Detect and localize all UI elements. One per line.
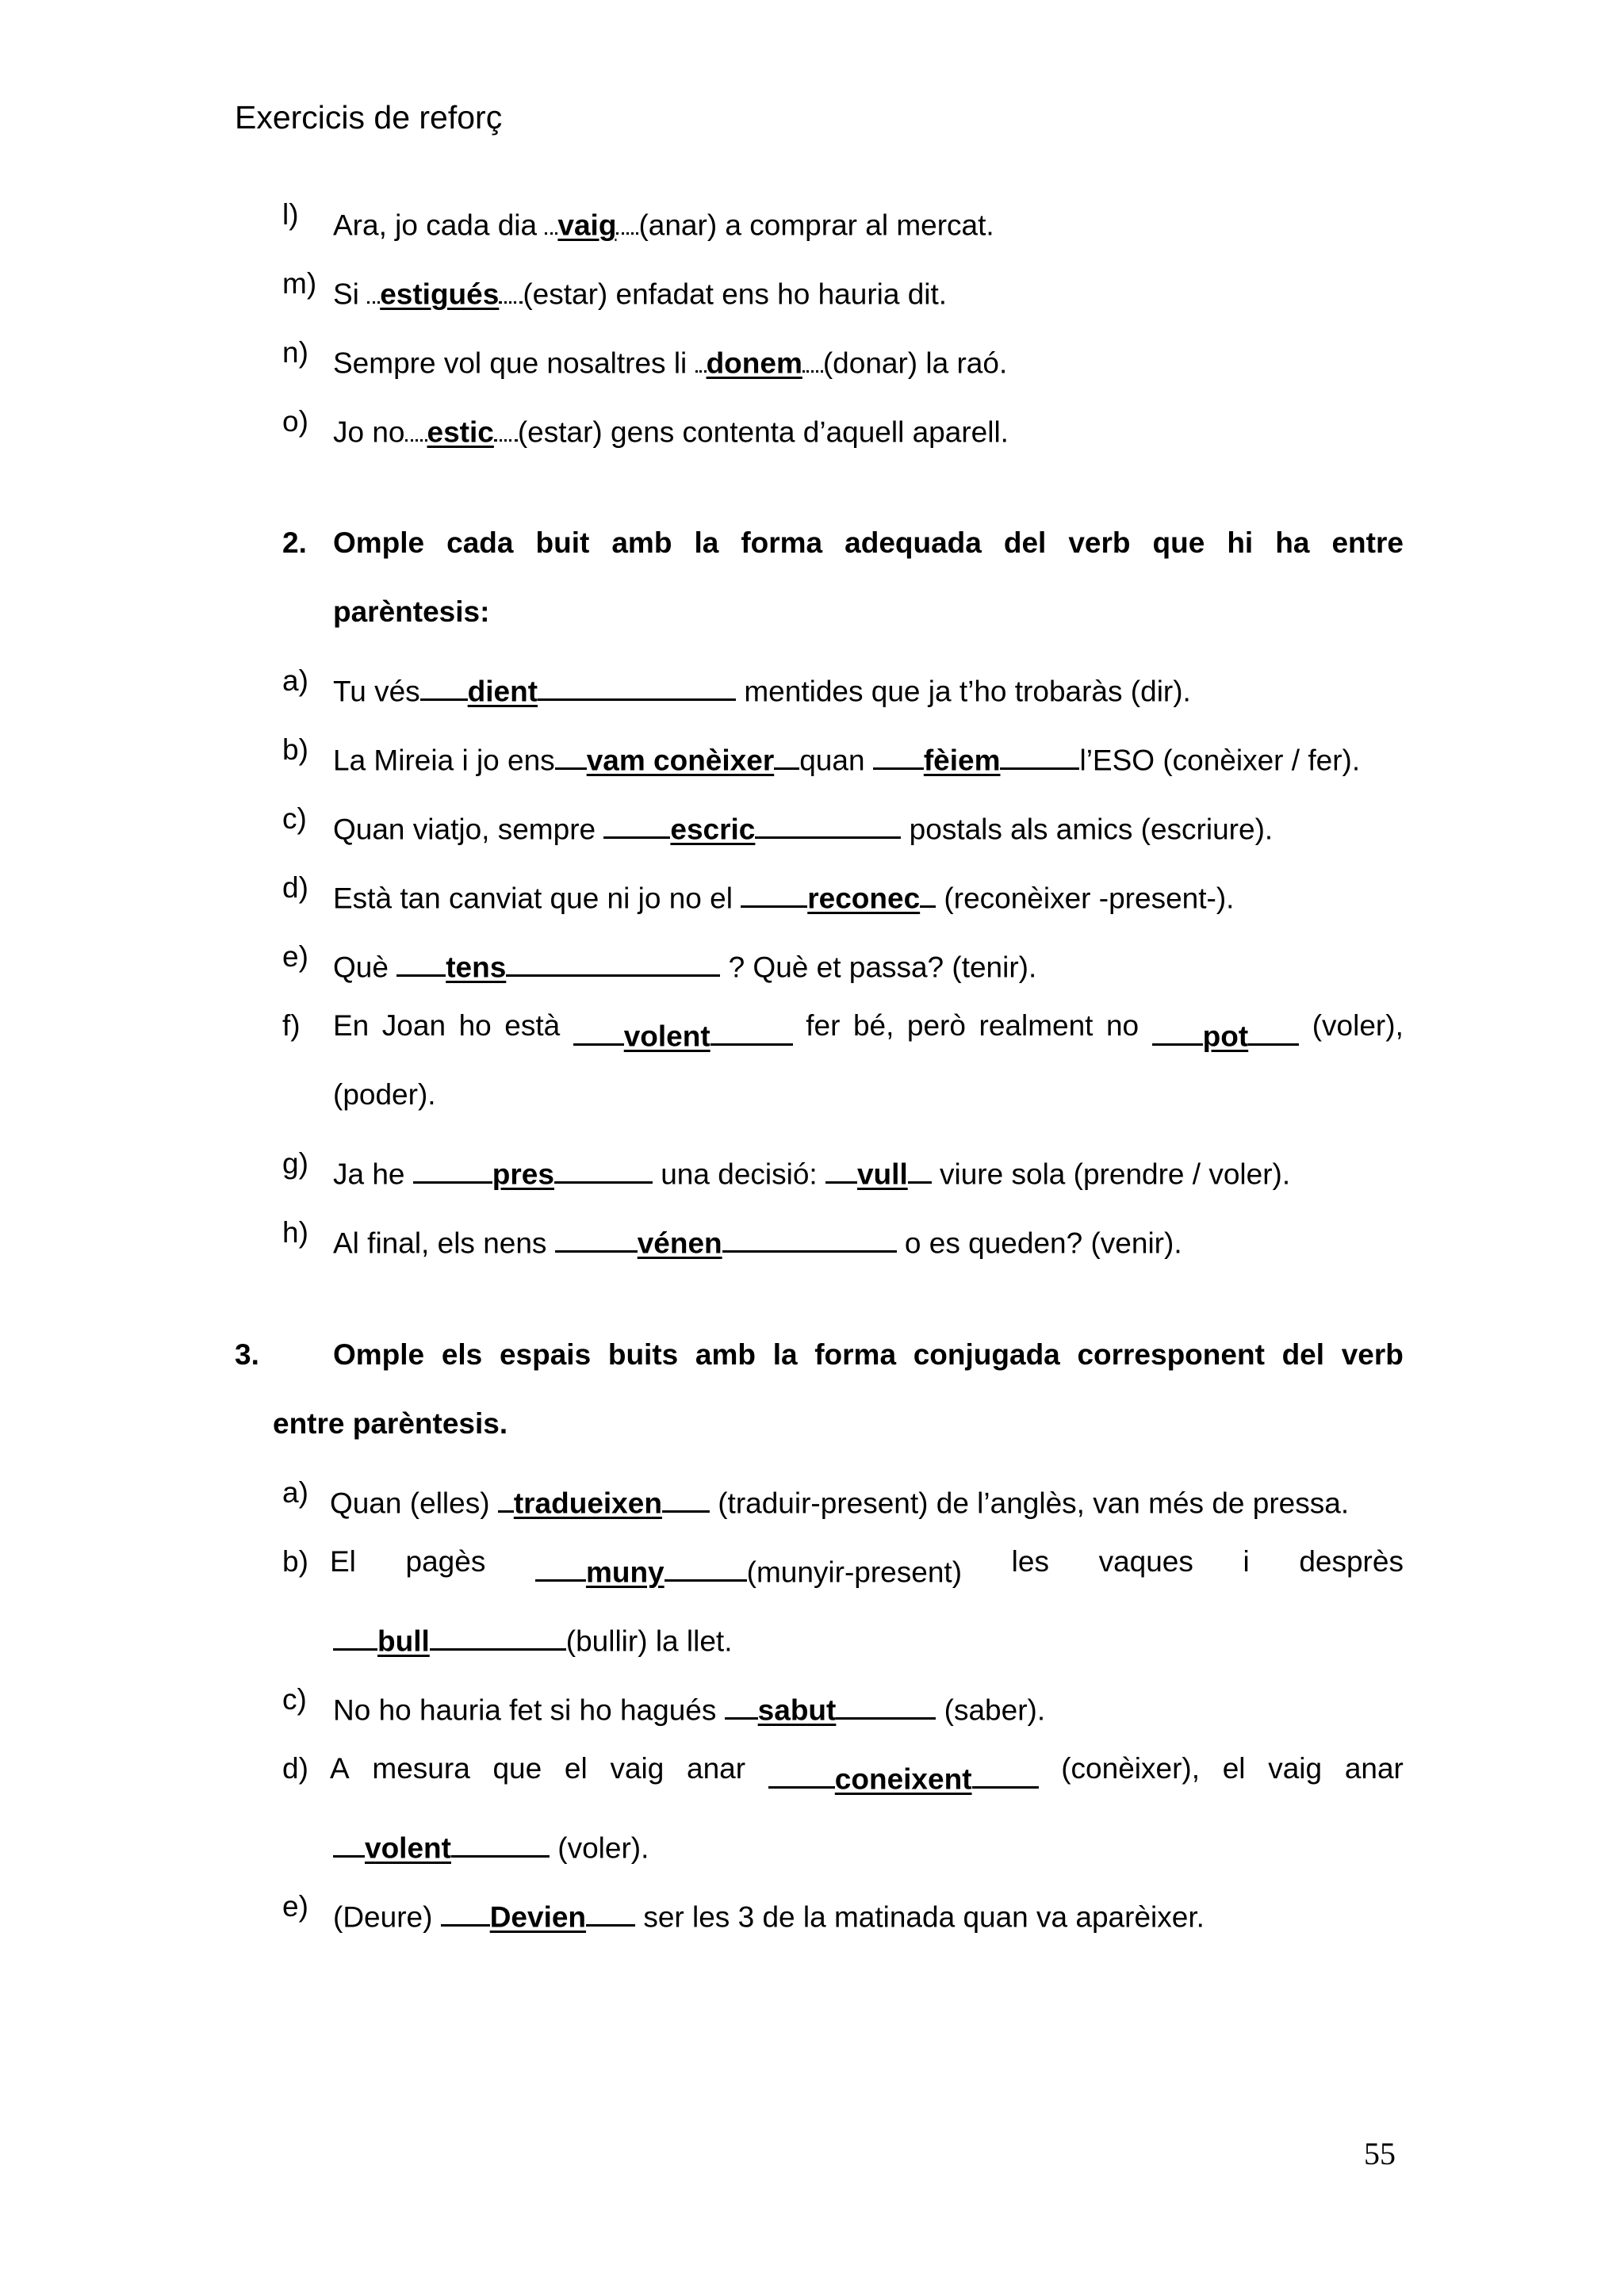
blank-line bbox=[506, 942, 720, 977]
answer: volent bbox=[623, 1020, 710, 1053]
item-2g bbox=[333, 1149, 1291, 1191]
word: fer bbox=[806, 1009, 841, 1042]
item-3d bbox=[330, 1752, 1404, 1796]
blank-line bbox=[498, 1478, 514, 1513]
blank-line bbox=[396, 942, 446, 977]
blank-line bbox=[662, 1478, 710, 1513]
word: i bbox=[1243, 1545, 1250, 1578]
dotted-gap bbox=[802, 338, 823, 373]
section2-instruction-cont: parèntesis: bbox=[333, 595, 490, 628]
word: mesura bbox=[372, 1752, 470, 1785]
answer: muny bbox=[585, 1556, 665, 1589]
answer: donem bbox=[706, 346, 802, 380]
item-3d-cont bbox=[333, 1823, 649, 1865]
item-o bbox=[333, 407, 1009, 449]
item-3e-label: e) bbox=[282, 1890, 308, 1923]
item-text: Si bbox=[333, 277, 368, 311]
word: ho bbox=[458, 1009, 492, 1042]
item-2g-label: g) bbox=[282, 1147, 308, 1180]
blank-line bbox=[725, 1685, 758, 1720]
item-text: (estar) enfadat ens ho hauria dit. bbox=[523, 277, 948, 311]
item-n-label: n) bbox=[282, 336, 308, 369]
word: realment bbox=[979, 1009, 1094, 1042]
item-text: o es queden? (venir). bbox=[896, 1226, 1182, 1260]
word: Omple bbox=[333, 526, 425, 559]
word: buits bbox=[607, 1338, 679, 1371]
word: vaques bbox=[1098, 1545, 1193, 1578]
word: pagès bbox=[405, 1545, 486, 1578]
word: hi bbox=[1227, 526, 1254, 559]
word: El bbox=[330, 1545, 356, 1578]
word: el bbox=[1222, 1752, 1246, 1785]
answer: bull bbox=[377, 1624, 430, 1658]
item-text: ser les 3 de la matinada quan va aparèixer. bbox=[635, 1900, 1205, 1934]
item-3c-label: c) bbox=[282, 1683, 307, 1716]
answer: escric bbox=[670, 813, 756, 846]
blank-line bbox=[1248, 1011, 1299, 1046]
page-number: 55 bbox=[1364, 2136, 1396, 2172]
item-2e-label: e) bbox=[282, 940, 308, 973]
dotted-gap bbox=[405, 407, 427, 442]
word: entre bbox=[1331, 526, 1404, 559]
dotted-gap bbox=[499, 269, 523, 304]
word: forma bbox=[814, 1338, 897, 1371]
item-2d bbox=[333, 873, 1234, 913]
word: el bbox=[564, 1752, 588, 1785]
word: (voler), bbox=[1312, 1009, 1404, 1042]
word: la bbox=[694, 526, 719, 559]
item-o-label: o) bbox=[282, 405, 308, 438]
blank-line bbox=[333, 1823, 365, 1858]
word: A bbox=[330, 1752, 350, 1785]
item-text: No ho hauria fet si ho hagués bbox=[333, 1693, 725, 1727]
word: (munyir-present) bbox=[746, 1556, 963, 1589]
word: espais bbox=[499, 1338, 592, 1371]
word: bé, bbox=[852, 1009, 894, 1042]
item-text: postals als amics (escriure). bbox=[901, 813, 1274, 846]
item-2h-label: h) bbox=[282, 1216, 308, 1249]
item-text: Ja he bbox=[333, 1158, 413, 1191]
blank-line bbox=[555, 735, 587, 770]
section3-instruction bbox=[333, 1340, 1404, 1369]
item-text: Al final, els nens bbox=[333, 1226, 555, 1260]
answer: estigués bbox=[380, 277, 500, 311]
word: vaig bbox=[1268, 1752, 1323, 1785]
blank-line bbox=[741, 873, 807, 908]
answer: reconec bbox=[807, 882, 921, 915]
blank-line bbox=[420, 666, 468, 701]
blank-line bbox=[710, 1011, 793, 1046]
item-text: Està tan canviat que ni jo no el bbox=[333, 882, 741, 915]
word: però bbox=[906, 1009, 966, 1042]
item-2d-label: d) bbox=[282, 871, 308, 904]
item-text: Jo no bbox=[333, 415, 405, 449]
word: les bbox=[1011, 1545, 1049, 1578]
answer: tens bbox=[446, 951, 507, 984]
blank-line bbox=[920, 873, 936, 908]
answer: Devien bbox=[489, 1900, 587, 1934]
word: En bbox=[333, 1009, 370, 1042]
word: els bbox=[441, 1338, 483, 1371]
item-m bbox=[333, 269, 948, 311]
item-text: quan bbox=[799, 744, 873, 777]
item-text: Tu vés bbox=[333, 675, 420, 708]
word: anar bbox=[1344, 1752, 1404, 1785]
item-2h bbox=[333, 1218, 1182, 1260]
blank-line bbox=[836, 1685, 936, 1720]
word: ha bbox=[1275, 526, 1310, 559]
word: amb bbox=[695, 1338, 756, 1371]
answer: estic bbox=[427, 415, 494, 449]
answer: pres bbox=[492, 1158, 554, 1191]
dotted-gap bbox=[616, 200, 638, 235]
word: amb bbox=[611, 526, 672, 559]
item-text: (reconèixer -present-). bbox=[936, 882, 1235, 915]
item-text: viure sola (prendre / voler). bbox=[931, 1158, 1291, 1191]
item-l bbox=[333, 200, 994, 242]
word: del bbox=[1281, 1338, 1325, 1371]
item-text: ? Què et passa? (tenir). bbox=[720, 951, 1037, 984]
item-m-label: m) bbox=[282, 267, 317, 300]
item-text: (voler). bbox=[549, 1831, 649, 1865]
answer: pot bbox=[1202, 1020, 1249, 1053]
blank-line bbox=[972, 1754, 1039, 1789]
word: no bbox=[1105, 1009, 1139, 1042]
word: del bbox=[1003, 526, 1047, 559]
blank-line bbox=[586, 1892, 635, 1927]
item-text: La Mireia i jo ens bbox=[333, 744, 555, 777]
blank-line bbox=[535, 1547, 586, 1582]
blank-line bbox=[538, 666, 736, 701]
item-text: Quan (elles) bbox=[330, 1487, 498, 1520]
answer: sabut bbox=[757, 1693, 837, 1727]
answer-group bbox=[1152, 1011, 1300, 1053]
blank-line bbox=[555, 1218, 638, 1253]
answer: coneixent bbox=[834, 1762, 972, 1796]
item-2a-label: a) bbox=[282, 664, 308, 697]
dotted-gap bbox=[494, 407, 518, 442]
answer-group bbox=[535, 1547, 963, 1589]
item-text: una decisió: bbox=[652, 1158, 825, 1191]
blank-line bbox=[573, 1011, 624, 1046]
item-3b-label: b) bbox=[282, 1545, 308, 1578]
item-3c bbox=[333, 1685, 1046, 1727]
item-3a-label: a) bbox=[282, 1476, 308, 1509]
item-text: Sempre vol que nosaltres li bbox=[333, 346, 695, 380]
item-2c bbox=[333, 804, 1273, 844]
word: la bbox=[772, 1338, 798, 1371]
blank-line bbox=[451, 1823, 550, 1858]
blank-line bbox=[665, 1547, 747, 1582]
section3-instruction-cont: entre parèntesis. bbox=[273, 1407, 508, 1440]
item-l-label: l) bbox=[282, 198, 299, 231]
answer: tradueixen bbox=[513, 1487, 662, 1520]
blank-line bbox=[603, 804, 670, 839]
blank-line bbox=[1000, 735, 1079, 770]
word: adequada bbox=[845, 526, 982, 559]
blank-line bbox=[554, 1149, 653, 1184]
word: anar bbox=[687, 1752, 746, 1785]
blank-line bbox=[873, 735, 924, 770]
dotted-gap bbox=[367, 269, 380, 304]
answer: vam conèixer bbox=[586, 744, 775, 777]
item-text: (estar) gens contenta d’aquell aparell. bbox=[517, 415, 1009, 449]
section3-number: 3. bbox=[235, 1338, 259, 1371]
word: cada bbox=[446, 526, 514, 559]
item-text: (saber). bbox=[936, 1693, 1046, 1727]
blank-line bbox=[1152, 1011, 1203, 1046]
blank-line bbox=[908, 1149, 932, 1184]
item-2c-label: c) bbox=[282, 802, 307, 835]
item-3b-cont bbox=[333, 1616, 733, 1658]
answer: fèiem bbox=[923, 744, 1001, 777]
word: està bbox=[504, 1009, 561, 1042]
word: buit bbox=[535, 526, 590, 559]
word: Joan bbox=[381, 1009, 446, 1042]
item-text: (bullir) la llet. bbox=[565, 1624, 733, 1658]
item-3e bbox=[333, 1892, 1205, 1934]
blank-line bbox=[441, 1892, 490, 1927]
blank-line bbox=[825, 1149, 857, 1184]
page-header: Exercicis de reforç bbox=[235, 99, 503, 136]
answer: vénen bbox=[637, 1226, 722, 1260]
item-text: l’ESO (conèixer / fer). bbox=[1079, 744, 1361, 777]
item-2f-cont: (poder). bbox=[333, 1078, 436, 1111]
blank-line bbox=[755, 804, 901, 839]
answer-group bbox=[768, 1754, 1039, 1796]
answer: dient bbox=[467, 675, 538, 708]
blank-line bbox=[774, 735, 799, 770]
dotted-gap bbox=[695, 338, 707, 373]
item-text: Quan viatjo, sempre bbox=[333, 813, 604, 846]
item-text: (donar) la raó. bbox=[822, 346, 1008, 380]
word: Omple bbox=[333, 1338, 425, 1371]
word: verb bbox=[1068, 526, 1131, 559]
blank-line bbox=[430, 1616, 566, 1651]
item-text: (Deure) bbox=[333, 1900, 441, 1934]
section2-number: 2. bbox=[282, 526, 307, 559]
item-2b-label: b) bbox=[282, 733, 308, 766]
blank-line bbox=[768, 1754, 835, 1789]
section2-instruction bbox=[333, 528, 1404, 557]
answer-group bbox=[573, 1011, 793, 1053]
dotted-gap bbox=[545, 200, 557, 235]
word: (conèixer), bbox=[1061, 1752, 1200, 1785]
answer: vaig bbox=[557, 209, 617, 242]
item-2e bbox=[333, 942, 1036, 982]
item-text: mentides que ja t’ho trobaràs (dir). bbox=[736, 675, 1191, 708]
word: corresponent bbox=[1077, 1338, 1265, 1371]
item-3a bbox=[330, 1478, 1350, 1520]
item-2f-label: f) bbox=[282, 1009, 301, 1042]
blank-line bbox=[333, 1616, 377, 1651]
word: verb bbox=[1341, 1338, 1404, 1371]
answer: vull bbox=[856, 1158, 908, 1191]
item-2a bbox=[333, 666, 1191, 706]
blank-line bbox=[722, 1218, 897, 1253]
item-3b bbox=[330, 1545, 1404, 1589]
item-text: (anar) a comprar al mercat. bbox=[638, 209, 994, 242]
answer: volent bbox=[365, 1831, 451, 1865]
word: desprès bbox=[1299, 1545, 1404, 1578]
item-2f bbox=[333, 1009, 1404, 1053]
item-n bbox=[333, 338, 1008, 380]
word: conjugada bbox=[913, 1338, 1060, 1371]
item-2b bbox=[333, 735, 1360, 775]
item-3d-label: d) bbox=[282, 1752, 308, 1785]
word: forma bbox=[741, 526, 823, 559]
word: vaig bbox=[610, 1752, 665, 1785]
word: que bbox=[1152, 526, 1205, 559]
item-text: (traduir-present) de l’anglès, van més de pressa. bbox=[709, 1487, 1350, 1520]
word: que bbox=[492, 1752, 542, 1785]
item-text: Ara, jo cada dia bbox=[333, 209, 546, 242]
blank-line bbox=[413, 1149, 492, 1184]
item-text: Què bbox=[333, 951, 397, 984]
